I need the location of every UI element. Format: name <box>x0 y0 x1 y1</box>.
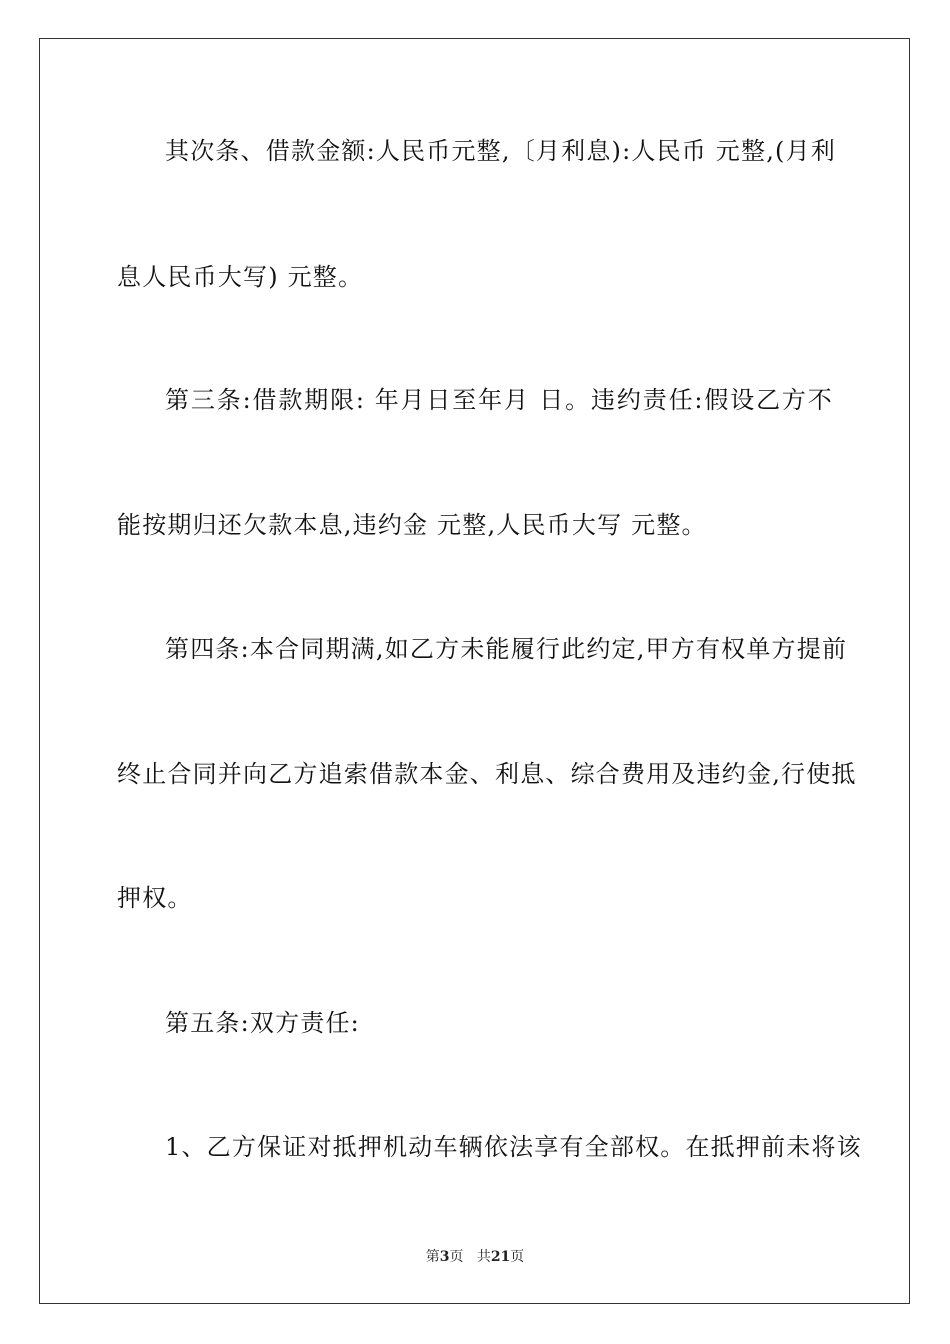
paragraph-line: 其次条、借款金额:人民币元整,〔月利息):人民币 元整,(月利 <box>165 137 836 165</box>
paragraph-line: 1、乙方保证对抵押机动车辆依法享有全部权。在抵押前未将该 <box>165 1133 862 1161</box>
page-footer <box>0 1248 950 1266</box>
paragraph-line: 押权。 <box>117 884 193 912</box>
paragraph-line: 第五条:双方责任: <box>165 1009 360 1037</box>
footer-prefix: 第 <box>425 1249 440 1265</box>
footer-total-prefix: 共 <box>476 1249 491 1265</box>
footer-total-suffix: 页 <box>510 1249 525 1265</box>
paragraph-line: 第四条:本合同期满,如乙方未能履行此约定,甲方有权单方提前 <box>165 635 848 663</box>
total-pages-number: 21 <box>490 1249 511 1265</box>
paragraph-line: 息人民币大写) 元整。 <box>117 263 364 291</box>
page-border <box>39 38 910 1304</box>
current-page-number: 3 <box>439 1249 450 1265</box>
paragraph-line: 终止合同并向乙方追索借款本金、利息、综合费用及违约金,行使抵 <box>117 760 857 788</box>
paragraph-line: 能按期归还欠款本息,违约金 元整,人民币大写 元整。 <box>117 511 707 539</box>
footer-page-suffix: 页 <box>449 1249 464 1265</box>
paragraph-line: 第三条:借款期限: 年月日至年月 日。违约责任:假设乙方不 <box>165 386 833 414</box>
